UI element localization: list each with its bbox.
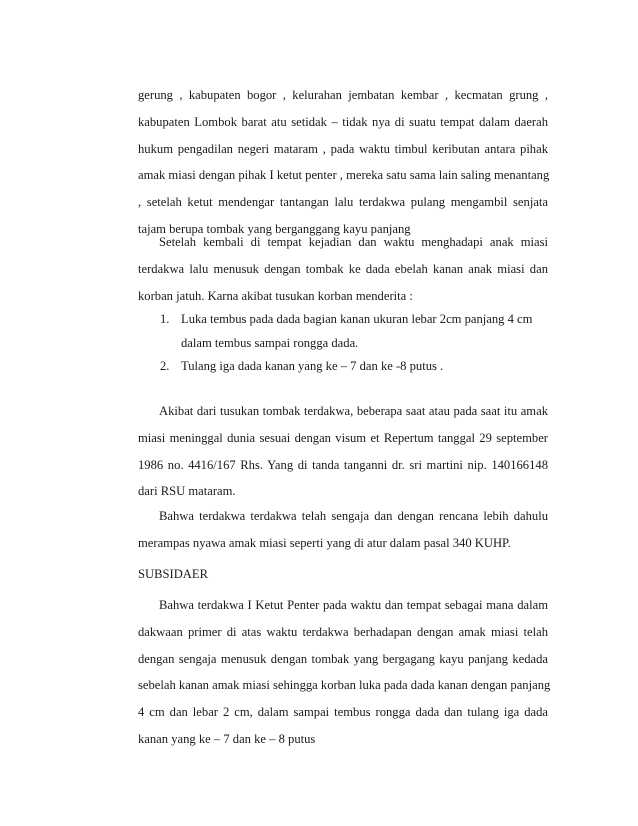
text-line: hukum pengadilan negeri mataram , pada waktu timbul keributan antara pihak: [138, 141, 548, 156]
list-number: 1.: [160, 312, 170, 326]
text-line: kanan yang ke – 7 dan ke – 8 putus: [138, 731, 316, 746]
paragraph-3: [138, 398, 548, 505]
list-item-text: dalam tembus sampai rongga dada.: [181, 335, 359, 350]
text-line: amak miasi dengan pihak I ketut penter , mereka satu sama lain saling menantang: [138, 168, 550, 183]
text-line: gerung , kabupaten bogor , kelurahan jembatan kembar , kecmatan grung ,: [138, 88, 548, 102]
paragraph-5: [138, 592, 551, 753]
text-line: Bahwa terdakwa I Ketut Penter pada waktu dan tempat sebagai mana dalam: [159, 598, 548, 612]
list-item: [160, 355, 550, 379]
text-line: tajam berupa tombak yang berganggang kayu panjang: [138, 221, 411, 236]
list-item: [160, 308, 550, 355]
section-heading: SUBSIDAER: [138, 567, 208, 581]
text-line: dakwaan primer di atas waktu terdakwa berhadapan dengan amak miasi telah: [138, 624, 548, 639]
text-line: korban jatuh. Karna akibat tusukan korban menderita :: [138, 288, 413, 303]
paragraph-2: [138, 229, 548, 309]
text-line: 1986 no. 4416/167 Rhs. Yang di tanda tanganni dr. sri martini nip. 140166148: [138, 457, 548, 472]
text-line: , setelah ketut mendengar tantangan lalu terdakwa pulang mengambil senjata: [138, 195, 548, 210]
paragraph-4: [138, 503, 548, 557]
list-number: 2.: [160, 359, 170, 373]
text-line: dengan sengaja menusuk dengan tombak yang bergagang kayu panjang kedada: [138, 651, 548, 666]
text-line: terdakwa lalu menusuk dengan tombak ke dada ebelah kanan anak miasi dan: [138, 261, 548, 276]
injury-list: [160, 308, 550, 379]
list-item-text: Luka tembus pada dada bagian kanan ukuran lebar 2cm panjang 4 cm: [181, 312, 533, 326]
list-item-text: Tulang iga dada kanan yang ke – 7 dan ke -8 putus .: [181, 359, 444, 373]
text-line: Akibat dari tusukan tombak terdakwa, beberapa saat atau pada saat itu amak: [159, 404, 548, 418]
text-line: dari RSU mataram.: [138, 484, 236, 499]
paragraph-1: [138, 82, 548, 243]
text-line: Setelah kembali di tempat kejadian dan waktu menghadapi anak miasi: [159, 235, 548, 249]
text-line: kabupaten Lombok barat atu setidak – tidak nya di suatu tempat dalam daerah: [138, 114, 548, 129]
text-line: Bahwa terdakwa terdakwa telah sengaja dan dengan rencana lebih dahulu: [159, 509, 548, 523]
text-line: merampas nyawa amak miasi seperti yang di atur dalam pasal 340 KUHP.: [138, 535, 511, 550]
text-line: 4 cm dan lebar 2 cm, dalam sampai tembus rongga dada dan tulang iga dada: [138, 705, 548, 720]
text-line: miasi meninggal dunia sesuai dengan visum et Repertum tanggal 29 september: [138, 430, 548, 445]
text-line: sebelah kanan amak miasi sehingga korban luka pada dada kanan dengan panjang: [138, 678, 551, 693]
